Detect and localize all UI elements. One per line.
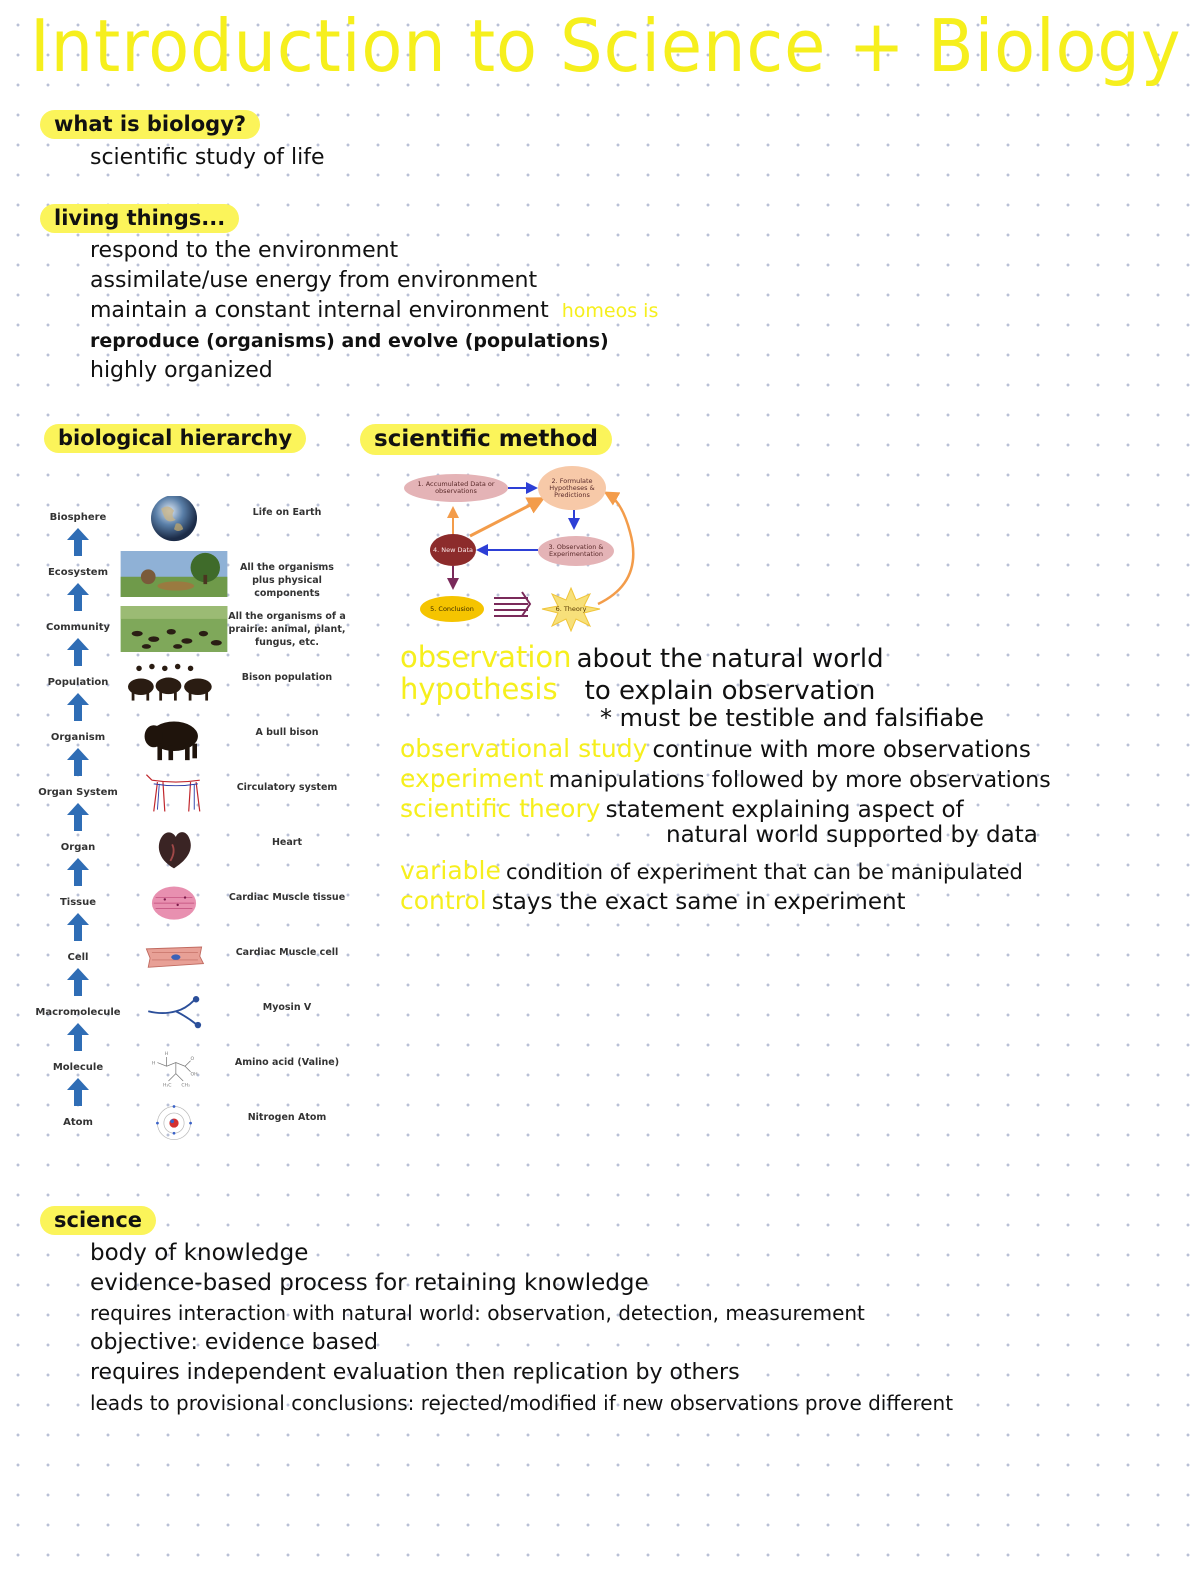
arrow-up-icon — [65, 1023, 91, 1051]
svg-text:O: O — [190, 1056, 195, 1062]
science-heading: science — [40, 1206, 156, 1235]
hierarchy-level-label: Atom — [63, 1117, 93, 1128]
term-definition: stays the exact same in experiment — [491, 889, 906, 915]
term-name: observational study — [400, 734, 648, 763]
hierarchy-level-desc: Myosin V — [262, 1002, 312, 1013]
method-step-6: 6. Theory — [555, 604, 587, 613]
bison-herd-icon — [116, 661, 232, 707]
hierarchy-level-desc: Nitrogen Atom — [247, 1112, 327, 1123]
hierarchy-level-desc: Life on Earth — [252, 507, 322, 518]
term-name: control — [400, 886, 487, 915]
list-item: requires interaction with natural world: observation, detection, measurement — [90, 1301, 865, 1325]
arrow-up-icon — [65, 583, 91, 611]
term-definition: to explain observation — [584, 676, 876, 706]
hierarchy-heading: biological hierarchy — [44, 424, 306, 453]
atom-icon — [116, 1101, 232, 1147]
hierarchy-level-desc: Heart — [271, 837, 303, 848]
list-item: body of knowledge — [90, 1240, 309, 1266]
science-section — [40, 1206, 156, 1235]
term-row — [400, 886, 1196, 916]
myosin-icon — [116, 991, 232, 1037]
term-row — [400, 822, 1196, 856]
list-item: reproduce (organisms) and evolve (populations) — [90, 330, 609, 352]
term-row — [400, 794, 1196, 822]
hierarchy-row — [30, 1103, 350, 1145]
hierarchy-level-label: Organism — [50, 732, 106, 743]
scientific-method-diagram — [398, 462, 648, 632]
arrow-up-icon — [65, 1078, 91, 1106]
term-row — [400, 734, 1196, 764]
living-things-section — [40, 204, 239, 233]
term-definition: condition of experiment that can be manipulated — [505, 860, 1023, 884]
svg-text:H: H — [151, 1061, 156, 1067]
hierarchy-level-label: Community — [45, 622, 110, 633]
list-item: maintain a constant internal environment homeos is — [90, 298, 659, 323]
terms-list — [400, 640, 1196, 916]
term-name: experiment — [400, 764, 544, 793]
term-definition: manipulations followed by more observations — [548, 768, 1051, 793]
page-title: Introduction to Science + Biology — [30, 4, 1182, 88]
arrow-up-icon — [65, 803, 91, 831]
arrow-up-icon — [65, 968, 91, 996]
community-photo — [116, 606, 232, 652]
term-name: variable — [400, 856, 501, 885]
hierarchy-level-label: Tissue — [59, 897, 97, 908]
hierarchy-level-label: Molecule — [52, 1062, 104, 1073]
tissue-icon — [116, 881, 232, 927]
living-things-heading: living things... — [40, 204, 239, 233]
svg-text:H₃C: H₃C — [162, 1083, 172, 1089]
term-row — [400, 856, 1196, 886]
hierarchy-level-label: Population — [47, 677, 109, 688]
scientific-method-heading-wrap — [360, 424, 612, 455]
living-things-list — [90, 236, 658, 386]
hierarchy-level-desc: All the organisms plus physical components — [240, 562, 334, 599]
biological-hierarchy-figure — [30, 490, 350, 1150]
term-row — [400, 764, 1196, 794]
term-definition: * must be testible and falsifiabe — [600, 704, 985, 732]
term-row — [400, 672, 1196, 704]
circulatory-icon — [116, 771, 232, 817]
arrow-up-icon — [65, 913, 91, 941]
arrow-up-icon — [65, 858, 91, 886]
method-step-4: 4. New Data — [430, 534, 476, 566]
hierarchy-level-desc: Circulatory system — [236, 782, 338, 793]
what-is-biology-section — [40, 110, 260, 139]
hierarchy-level-label: Cell — [67, 952, 89, 963]
what-is-biology-answer: scientific study of life — [90, 145, 325, 170]
hierarchy-level-desc: A bull bison — [255, 727, 319, 738]
method-step-5: 5. Conclusion — [420, 596, 484, 622]
list-item: requires independent evaluation then replication by others — [90, 1360, 740, 1385]
hierarchy-level-label: Organ System — [38, 787, 118, 798]
term-row — [400, 704, 1196, 734]
hierarchy-level-label: Macromolecule — [35, 1007, 121, 1018]
heart-icon — [116, 826, 232, 872]
method-step-2: 2. Formulate Hypotheses & Predictions — [538, 466, 606, 510]
term-row — [400, 640, 1196, 672]
svg-text:CH₃: CH₃ — [181, 1083, 190, 1089]
hierarchy-level-desc: All the organisms of a prairie: animal, plant, fungus, etc. — [228, 611, 346, 648]
term-definition: natural world supported by data — [666, 822, 1038, 848]
cell-icon — [116, 936, 232, 982]
hierarchy-level-desc: Cardiac Muscle tissue — [228, 892, 346, 903]
bison-icon — [116, 716, 232, 762]
hierarchy-heading-wrap — [44, 424, 306, 453]
homeostasis-note: homeos is — [561, 300, 659, 322]
svg-text:H: H — [164, 1052, 169, 1058]
list-item: highly organized — [90, 358, 273, 383]
term-definition: statement explaining aspect of — [605, 797, 964, 823]
method-step-3: 3. Observation & Experimentation — [538, 536, 614, 566]
term-name: scientific theory — [400, 794, 601, 823]
list-item: objective: evidence based — [90, 1330, 379, 1355]
hierarchy-level-desc: Bison population — [241, 672, 333, 683]
term-name: observation — [400, 640, 572, 674]
scientific-method-heading: scientific method — [360, 424, 612, 455]
method-step-1: 1. Accumulated Data or observations — [404, 474, 508, 502]
arrow-up-icon — [65, 693, 91, 721]
what-is-biology-heading: what is biology? — [40, 110, 260, 139]
term-definition: about the natural world — [576, 644, 884, 674]
term-name: hypothesis — [400, 672, 558, 706]
svg-text:OH: OH — [190, 1072, 198, 1078]
list-item: assimilate/use energy from environment — [90, 268, 538, 293]
arrow-up-icon — [65, 748, 91, 776]
list-item: leads to provisional conclusions: rejected/modified if new observations prove different — [90, 1391, 954, 1415]
earth-icon — [116, 496, 232, 542]
list-item: respond to the environment — [90, 238, 399, 263]
ecosystem-photo — [116, 551, 232, 597]
hierarchy-level-desc: Amino acid (Valine) — [234, 1057, 340, 1068]
arrow-up-icon — [65, 638, 91, 666]
term-definition: continue with more observations — [652, 737, 1031, 763]
hierarchy-level-label: Organ — [60, 842, 96, 853]
arrow-up-icon — [65, 528, 91, 556]
hierarchy-level-label: Biosphere — [49, 512, 107, 523]
hierarchy-level-label: Ecosystem — [47, 567, 109, 578]
list-item: evidence-based process for retaining knowledge — [90, 1270, 649, 1296]
hierarchy-level-desc: Cardiac Muscle cell — [235, 947, 339, 958]
science-list — [90, 1238, 953, 1418]
molecule-icon — [116, 1046, 232, 1092]
